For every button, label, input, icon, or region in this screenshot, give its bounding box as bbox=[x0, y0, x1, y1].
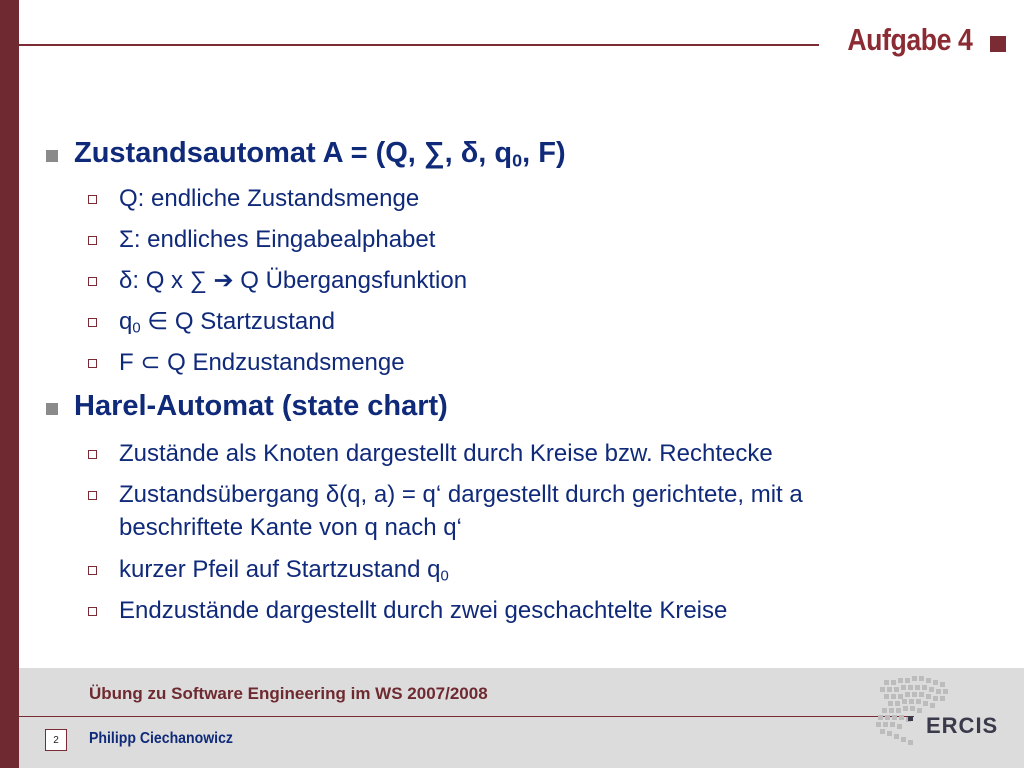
title-rule bbox=[19, 44, 819, 46]
bullet-hollow-square-icon bbox=[88, 491, 97, 500]
bullet-hollow-square-icon bbox=[88, 450, 97, 459]
bullet-hollow-square-icon bbox=[88, 195, 97, 204]
footer-course-title: Übung zu Software Engineering im WS 2007/2008 bbox=[89, 684, 488, 703]
list-item: Endzustände dargestellt durch zwei geschachtelte Kreise bbox=[119, 597, 728, 624]
bullet-hollow-square-icon bbox=[88, 236, 97, 245]
bullet-hollow-square-icon bbox=[88, 359, 97, 368]
slide-title: Aufgabe 4 bbox=[846, 22, 972, 57]
ercis-logo-text: ERCIS bbox=[926, 713, 999, 738]
bullet-square-icon bbox=[46, 403, 58, 415]
list-item: F ⊂ Q Endzustandsmenge bbox=[119, 349, 405, 376]
list-item: Q: endliche Zustandsmenge bbox=[119, 185, 420, 212]
list-item: kurzer Pfeil auf Startzustand $q_0$ bbox=[119, 556, 449, 585]
list-item: δ: Q x ∑ ➔ Q Übergangsfunktion bbox=[119, 267, 468, 294]
left-accent-bar bbox=[0, 0, 19, 768]
list-item: Zustandsübergang δ(q, a) = q‘ dargestellt durch gerichtete, mit a bbox=[119, 481, 803, 508]
list-item: Zustände als Knoten dargestellt durch Kreise bzw. Rechtecke bbox=[119, 440, 773, 467]
bullet-hollow-square-icon bbox=[88, 277, 97, 286]
bullet-square-icon bbox=[46, 150, 58, 162]
bullet-hollow-square-icon bbox=[88, 566, 97, 575]
bullet-hollow-square-icon bbox=[88, 607, 97, 616]
list-item: Σ: endliches Eingabealphabet bbox=[119, 226, 436, 253]
section-heading-harel: Harel-Automat (state chart) bbox=[74, 390, 448, 422]
list-item-continuation: beschriftete Kante von q nach q‘ bbox=[119, 514, 462, 541]
footer-author: Philipp Ciechanowicz bbox=[89, 730, 233, 747]
section-heading-automaton: Zustandsautomat A = (Q, ∑, δ, $q_0$, F) bbox=[74, 137, 566, 171]
page-number: 2 bbox=[45, 729, 67, 751]
title-square-icon bbox=[990, 36, 1006, 52]
list-item: $q_0$ ∈ Q Startzustand bbox=[119, 308, 335, 337]
bullet-hollow-square-icon bbox=[88, 318, 97, 327]
footer-rule bbox=[19, 716, 914, 717]
